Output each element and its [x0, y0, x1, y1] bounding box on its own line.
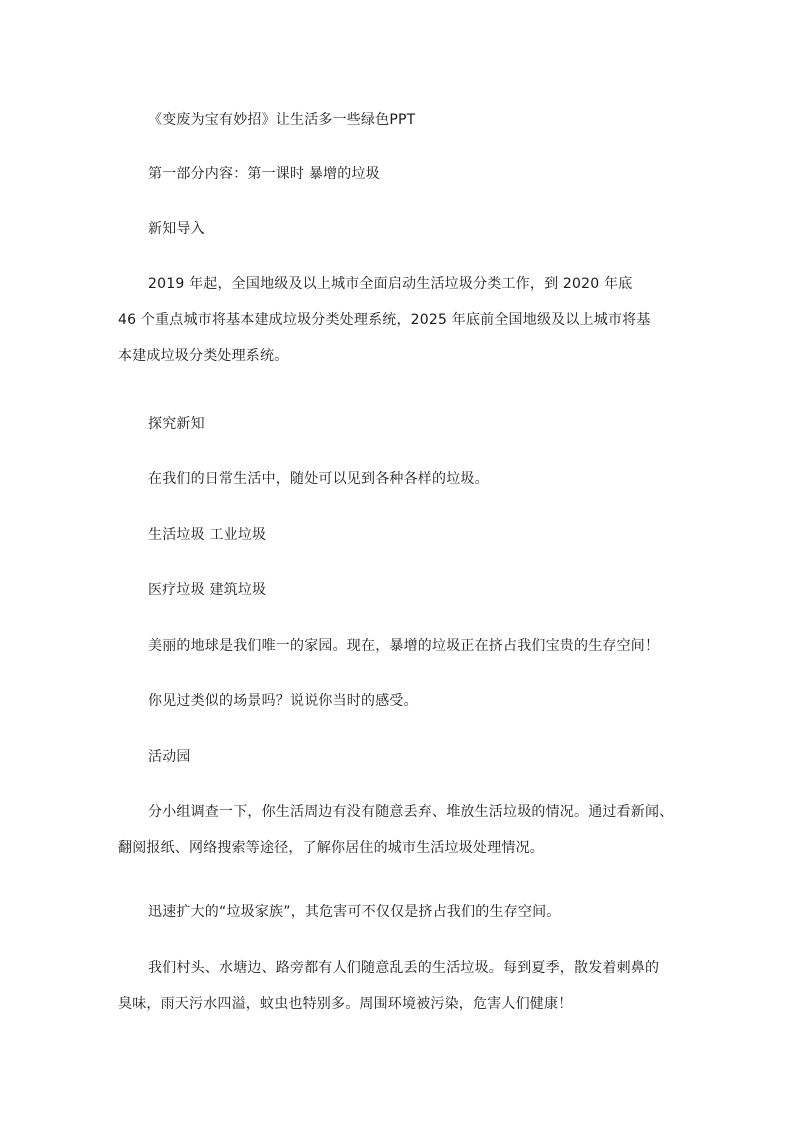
activity-line-1: 分小组调查一下，你生活周边有没有随意丢弃、堆放生活垃圾的情况。通过看新闻、	[148, 804, 674, 820]
part-heading: 第一部分内容：第一课时 暴增的垃圾	[148, 166, 380, 182]
section-heading-explore: 探究新知	[148, 416, 205, 432]
family-text: 迅速扩大的“垃圾家族”，其危害可不仅仅是挤占我们的生存空间。	[148, 904, 561, 920]
earth-text: 美丽的地球是我们唯一的家园。现在，暴增的垃圾正在挤占我们宝贵的生存空间！	[148, 638, 660, 654]
section-heading-intro: 新知导入	[148, 221, 205, 237]
garbage-types-1: 生活垃圾 工业垃圾	[148, 527, 267, 543]
village-line-2: 臭味，雨天污水四溢，蚊虫也特别多。周围环境被污染，危害人们健康！	[118, 996, 573, 1012]
intro-line-3: 本建成垃圾分类处理系统。	[118, 348, 289, 364]
section-heading-activity: 活动园	[148, 749, 191, 765]
activity-line-2: 翻阅报纸、网络搜索等途径，了解你居住的城市生活垃圾处理情况。	[118, 840, 544, 856]
document-title: 《变废为宝有妙招》让生活多一些绿色PPT	[148, 112, 416, 128]
village-line-1: 我们村头、水塘边、路旁都有人们随意乱丢的生活垃圾。每到夏季，散发着刺鼻的	[148, 960, 660, 976]
intro-paragraph	[118, 266, 678, 374]
activity-paragraph	[118, 794, 678, 866]
question-text: 你见过类似的场景吗？说说你当时的感受。	[148, 693, 418, 709]
explore-text: 在我们的日常生活中，随处可以见到各种各样的垃圾。	[148, 471, 489, 487]
intro-line-1: 2019 年起，全国地级及以上城市全面启动生活垃圾分类工作，到 2020 年底	[148, 276, 633, 292]
garbage-types-2: 医疗垃圾 建筑垃圾	[148, 582, 267, 598]
intro-line-2: 46 个重点城市将基本建成垃圾分类处理系统，2025 年底前全国地级及以上城市将基	[118, 312, 651, 328]
village-paragraph	[118, 950, 678, 1022]
